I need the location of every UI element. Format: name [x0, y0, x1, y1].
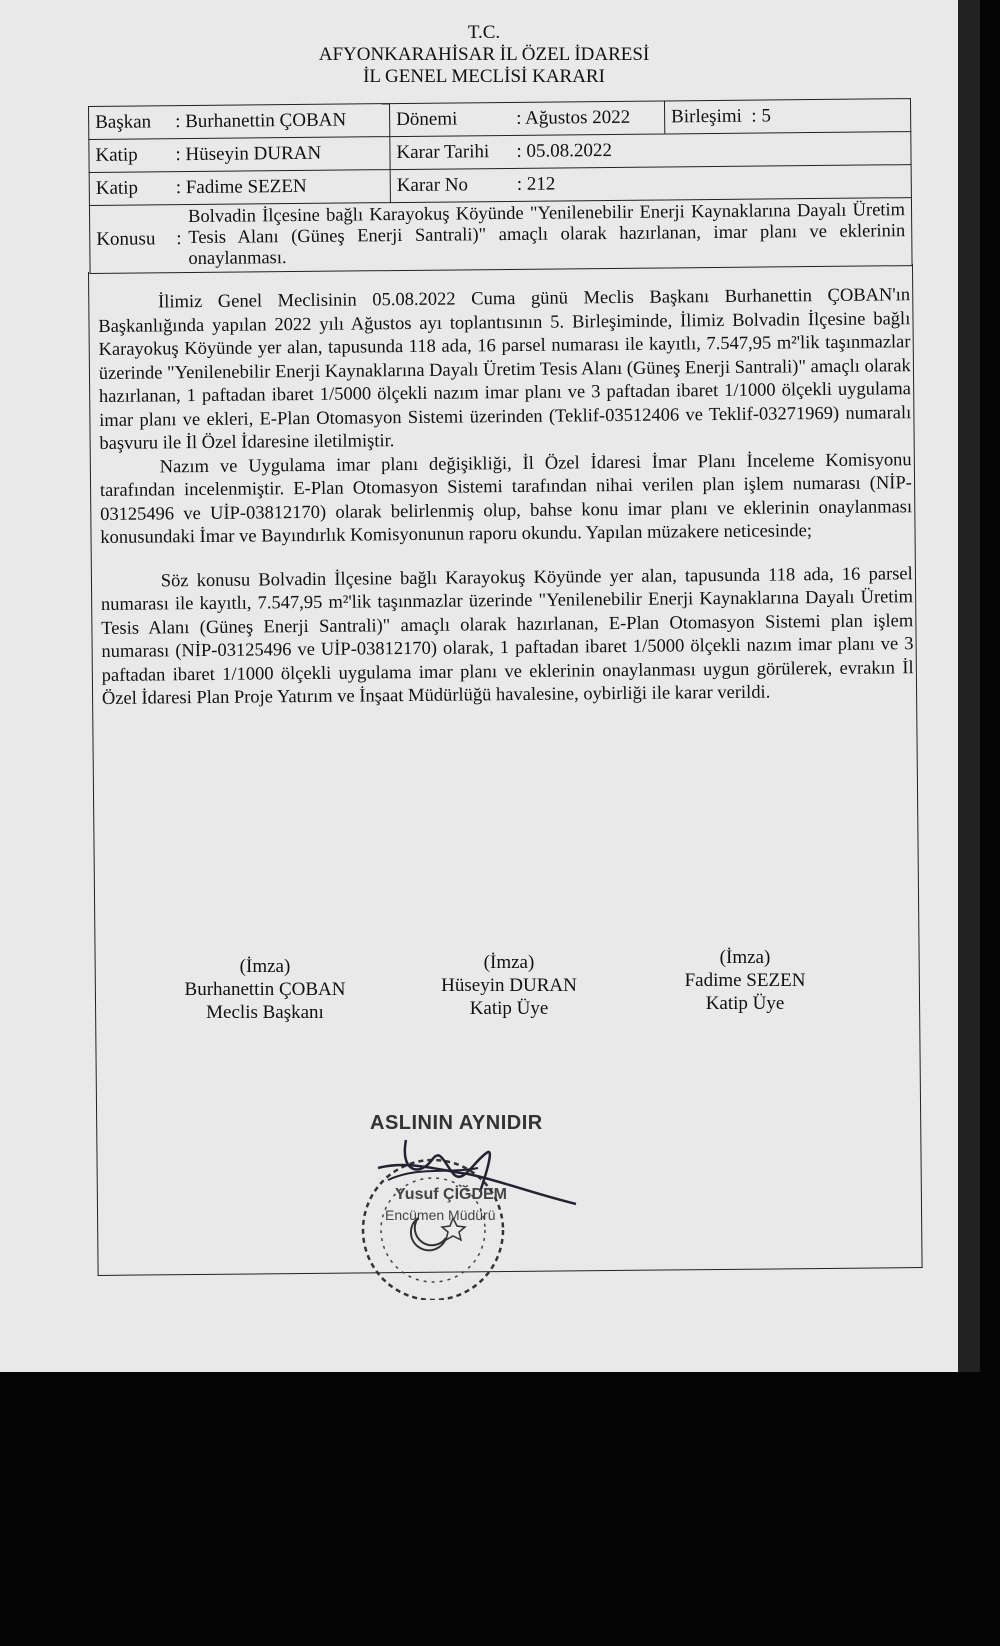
- baskan-label: Başkan: [95, 111, 152, 133]
- katip2-value: : Fadime SEZEN: [175, 175, 307, 199]
- signature-block-katip1: [394, 951, 624, 1020]
- konusu-colon: :: [176, 227, 182, 249]
- signature-block-baskan: [150, 955, 380, 1024]
- katip2-cell: [89, 170, 390, 206]
- stamp-title: ASLININ AYNIDIR: [370, 1112, 543, 1134]
- karar-no-cell: [390, 165, 911, 203]
- body-paragraph-2: Nazım ve Uygulama imar planı değişikliği, İl Özel İdaresi İmar Planı İnceleme Komisyonu tarafından incelenmiştir. E-Plan Otomasyon Sistemi tarafından nihai verilen plan işlem numarası (NİP-03125496 ve UİP-03812170) olarak belirlenmiş olup, bahse konu imar planı ve eklerinin onaylanması konusundaki İmar ve Bayındırlık Komisyonunun raporu okundu. Yapılan müzakere neticesinde;: [99, 449, 913, 548]
- body-paragraph-1: İlimiz Genel Meclisinin 05.08.2022 Cuma günü Meclis Başkanı Burhanettin ÇOBAN'ın Başkanlığında yapılan 2022 yılı Ağustos ayı toplantısının 5. Birleşiminde, İlimiz Bolvadin İlçesine bağlı Karayokuş Köyünde yer alan, tapusunda 118 ada, 16 parsel numarası ile kayıtlı, 7.547,95 m²'lik taşınmazlar üzerinde "Yenilenebilir Enerji Kaynaklarına Dayalı Üretim Tesis Alanı (Güneş Enerji Santrali)" amaçlı olarak hazırlanan, 1 paftadan ibaret 1/5000 ölçekli nazım imar planı ve 3 paftadan ibaret 1/1000 ölçekli uygulama imar planı ve ekleri, E-Plan Otomasyon Sistemi üzerinden (Teklif-03512406 ve Teklif-03271969) numaralı başvuru ile İl Özel İdaresine iletilmiştir.: [98, 285, 912, 454]
- karar-tarihi-cell: [390, 132, 911, 170]
- donemi-cell: [389, 101, 664, 137]
- katip1-cell: [89, 137, 390, 173]
- signature-imza: (İmza): [239, 956, 291, 977]
- signature-name: Burhanettin ÇOBAN: [184, 979, 346, 1000]
- decision-meta-table: [88, 98, 913, 274]
- signature-name: Fadime SEZEN: [684, 970, 806, 991]
- signature-title: Katip Üye: [705, 993, 785, 1014]
- donemi-value: : Ağustos 2022: [516, 106, 631, 129]
- signature-title: Katip Üye: [469, 998, 549, 1019]
- header-tc: T.C.: [467, 22, 501, 43]
- donemi-label: Dönemi: [396, 108, 458, 131]
- stamp-role: Encümen Müdürü: [385, 1207, 496, 1223]
- birlesimi-cell: [664, 99, 910, 134]
- konusu-cell: [89, 198, 912, 274]
- header-decision-title: İL GENEL MECLİSİ KARARI: [363, 66, 605, 87]
- decision-body: [98, 284, 914, 711]
- signature-block-katip2: [630, 946, 860, 1015]
- signature-imza: (İmza): [483, 952, 535, 973]
- karar-tarihi-value: : 05.08.2022: [516, 139, 613, 162]
- stamp-name: Yusuf ÇİĞDEM: [395, 1186, 508, 1203]
- konusu-label: Konusu: [96, 227, 156, 250]
- baskan-cell: [89, 104, 390, 140]
- body-paragraph-3: Söz konusu Bolvadin İlçesine bağlı Karayokuş Köyünde yer alan, tapusunda 118 ada, 16 parsel numarası ile kayıtlı, 7.547,95 m²'lik taşınmazlar üzerinde "Yenilenebilir Enerji Kaynaklarına Dayalı Üretim Tesis Alanı (Güneş Enerji Santrali)" amaçlı olarak hazırlanan, E-Plan Otomasyon Sistemi plan işlem numarası (NİP-03125496 ve UİP-03812170) olarak, 1 paftadan ibaret 1/5000 ölçekli nazım imar planı ve 3 paftadan ibaret 1/1000 ölçekli uygulama imar planı ve eklerinin onaylanması uygun görülerek, evrakın İl Özel İdaresi Plan Proje Yatırım ve İnşaat Müdürlüğü havalesine, oybirliği ile karar verildi.: [100, 563, 914, 709]
- signature-imza: (İmza): [719, 947, 771, 968]
- katip2-label: Katip: [95, 177, 139, 199]
- konusu-text: Bolvadin İlçesine bağlı Karayokuş Köyünde "Yenilenebilir Enerji Kaynaklarına Dayalı Üretim Tesis Alanı (Güneş Enerji Santrali)" amaçlı olarak hazırlanan, imar planı ve eklerinin onaylanması.: [187, 200, 906, 270]
- birlesimi-label: Birleşimi: [671, 105, 742, 128]
- baskan-value: : Burhanettin ÇOBAN: [175, 109, 347, 133]
- katip1-label: Katip: [95, 144, 138, 166]
- karar-tarihi-label: Karar Tarihi: [396, 141, 490, 164]
- signature-title: Meclis Başkanı: [206, 1002, 324, 1023]
- header-institution: AFYONKARAHİSAR İL ÖZEL İDARESİ: [318, 44, 650, 65]
- karar-no-label: Karar No: [396, 174, 469, 197]
- signature-name: Hüseyin DURAN: [441, 975, 577, 996]
- karar-no-value: : 212: [516, 173, 556, 195]
- katip1-value: : Hüseyin DURAN: [175, 142, 322, 166]
- scan-edge: [958, 0, 980, 1372]
- birlesimi-value: : 5: [751, 105, 771, 127]
